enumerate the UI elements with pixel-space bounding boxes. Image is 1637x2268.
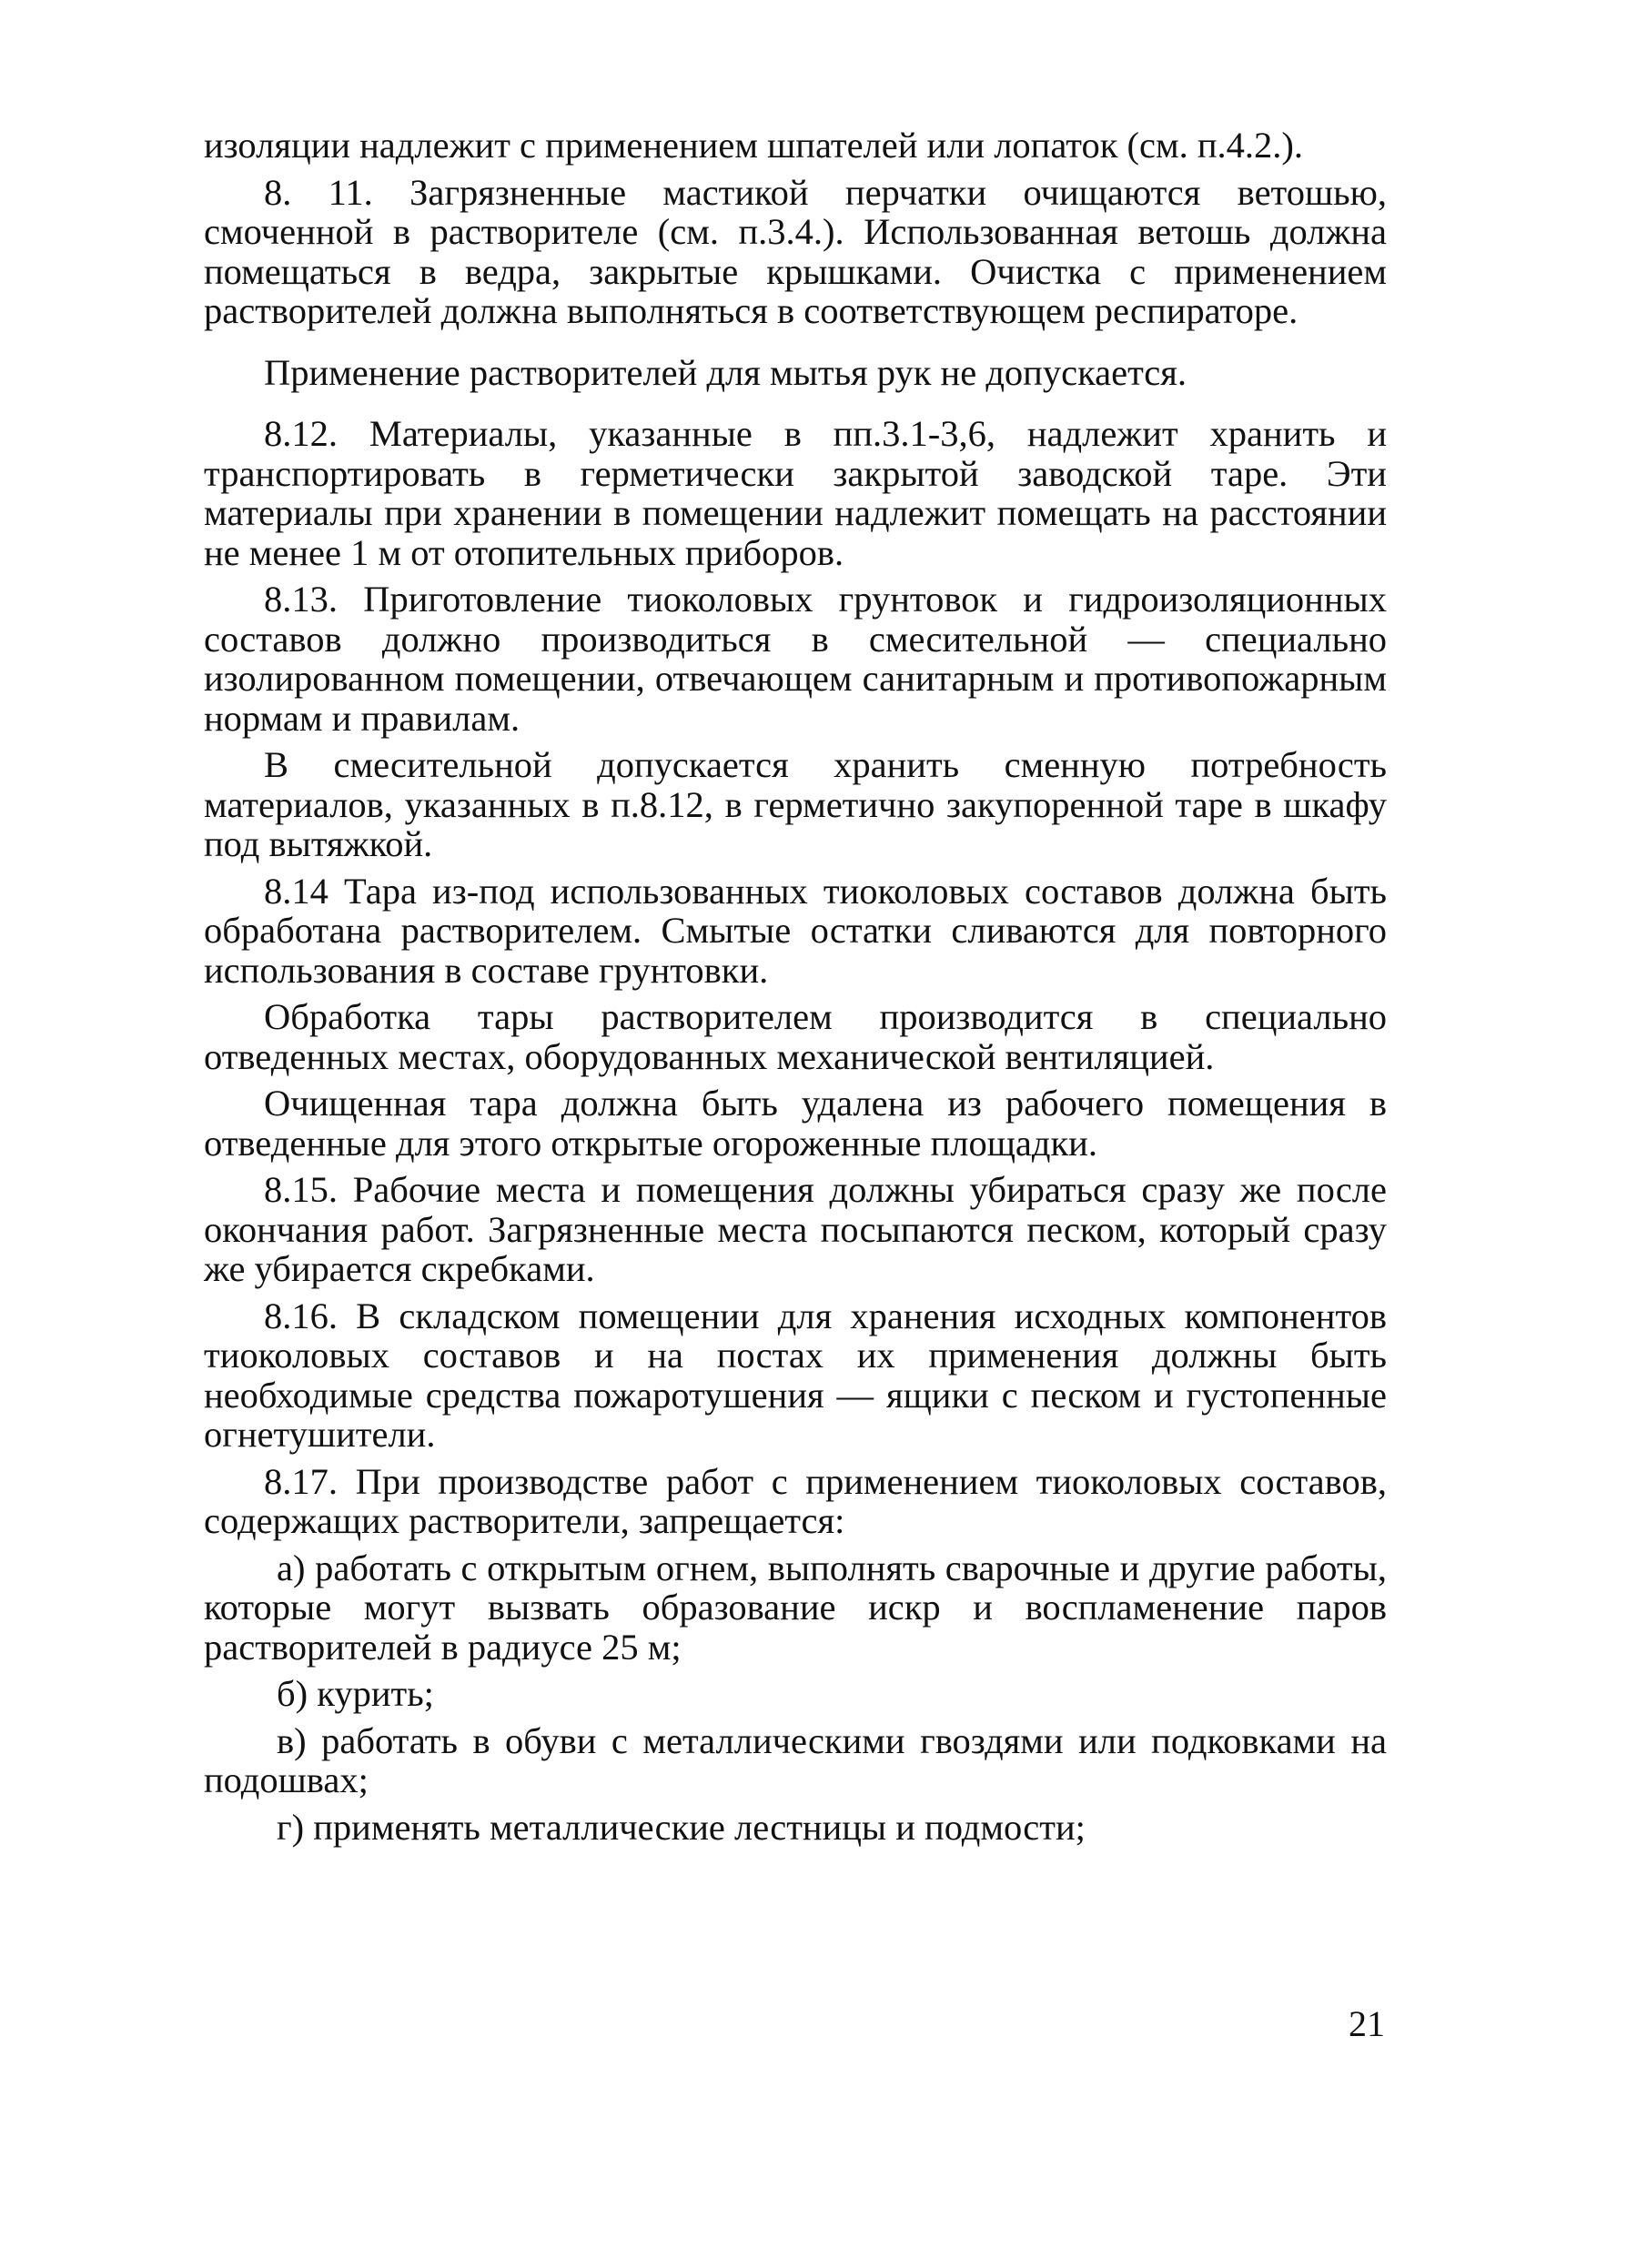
paragraph-solvent-hands: Применение растворителей для мытья рук не допускается. bbox=[264, 351, 1187, 393]
list-item-v: в) работать в обуви с металлическими гвоздями или подковками на подошвах; bbox=[204, 1719, 1387, 1800]
list-item-a: а) работать с открытым огнем, выполнять сварочные и другие работы, которые могут вызвать образование искр и воспламенение паров растворителей в радиусе 25 м; bbox=[204, 1547, 1387, 1668]
paragraph-container-treatment: Обработка тары растворителем производится в специально отведенных местах, оборудованных механической вентиляцией. bbox=[204, 996, 1387, 1077]
body-text bbox=[204, 126, 1387, 1847]
page-number: 21 bbox=[1349, 2003, 1385, 2044]
paragraph-8-13: 8.13. Приготовление тиоколовых грунтовок и гидроизоляционных составов должно производиться в смесительной — специально изолированном помещении, отвечающем санитарным и противопожарным нормам и правилам. bbox=[204, 579, 1387, 739]
paragraph-8-12: 8.12. Материалы, указанные в пп.3.1-3,6, надлежит хранить и транспортировать в герметически закрытой заводской таре. Эти материалы при хранении в помещении надлежит помещать на расстоянии не менее 1 м от отопительных приборов. bbox=[204, 413, 1387, 573]
paragraph-continuation: изоляции надлежит с применением шпателей или лопаток (см. п.4.2.). bbox=[204, 125, 1303, 166]
paragraph-8-11: 8. 11. Загрязненные мастикой перчатки очищаются ветошью, смоченной в растворителе (см. п.3.4.). Использованная ветошь должна помещаться в ведра, закрытые крышками. Очистка с применением растворителей должна выполняться в соответствующем респираторе. bbox=[204, 171, 1387, 331]
paragraph-8-14: 8.14 Тара из-под использованных тиоколовых составов должна быть обработана растворителем. Смытые остатки сливаются для повторного использования в составе грунтовки. bbox=[204, 870, 1387, 991]
list-item-b: б) курить; bbox=[277, 1673, 434, 1714]
paragraph-mixing-room-storage: В смесительной допускается хранить сменную потребность материалов, указанных в п.8.12, в герметично закупоренной таре в шкафу под вытяжкой. bbox=[204, 744, 1387, 864]
paragraph-8-17: 8.17. При производстве работ с применением тиоколовых составов, содержащих растворители, запрещается: bbox=[204, 1460, 1387, 1541]
list-item-g: г) применять металлические лестницы и подмости; bbox=[277, 1806, 1086, 1848]
paragraph-8-16: 8.16. В складском помещении для хранения исходных компонентов тиоколовых составов и на постах их применения должны быть необходимые средства пожаротушения — ящики с песком и густопенные огнетушители. bbox=[204, 1295, 1387, 1455]
paragraph-cleaned-container: Очищенная тара должна быть удалена из рабочего помещения в отведенные для этого открытые огороженные площадки. bbox=[204, 1083, 1387, 1164]
paragraph-8-15: 8.15. Рабочие места и помещения должны убираться сразу же после окончания работ. Загрязненные места посыпаются песком, который сразу же убирается скребками. bbox=[204, 1169, 1387, 1289]
